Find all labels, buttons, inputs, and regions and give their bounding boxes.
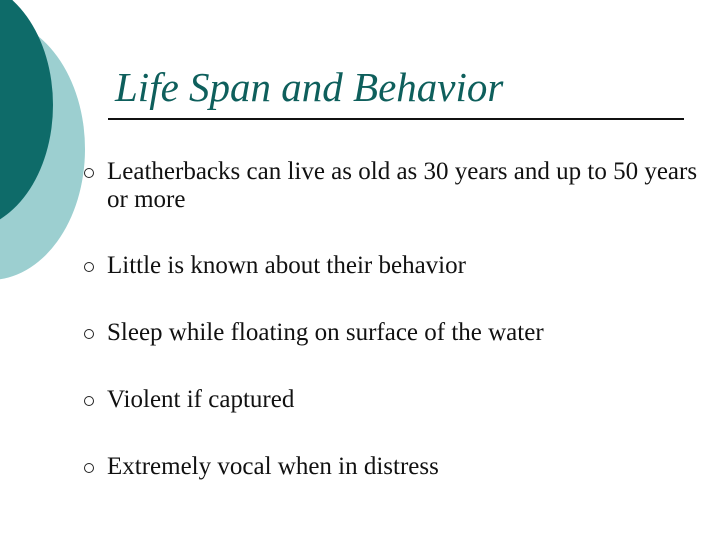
hollow-circle-bullet-icon <box>84 168 94 178</box>
bullet-text: Little is known about their behavior <box>107 252 466 279</box>
hollow-circle-bullet-icon <box>84 463 94 473</box>
slide-title: Life Span and Behavior <box>115 64 504 110</box>
hollow-circle-bullet-icon <box>84 396 94 406</box>
bullet-text: Extremely vocal when in distress <box>107 453 439 480</box>
bullet-text: Leatherbacks can live as old as 30 years and up to 50 years or more <box>107 158 698 213</box>
bullet-text: Sleep while floating on surface of the water <box>107 319 544 346</box>
bullet-text: Violent if captured <box>107 386 295 413</box>
hollow-circle-bullet-icon <box>84 329 94 339</box>
hollow-circle-bullet-icon <box>84 262 94 272</box>
